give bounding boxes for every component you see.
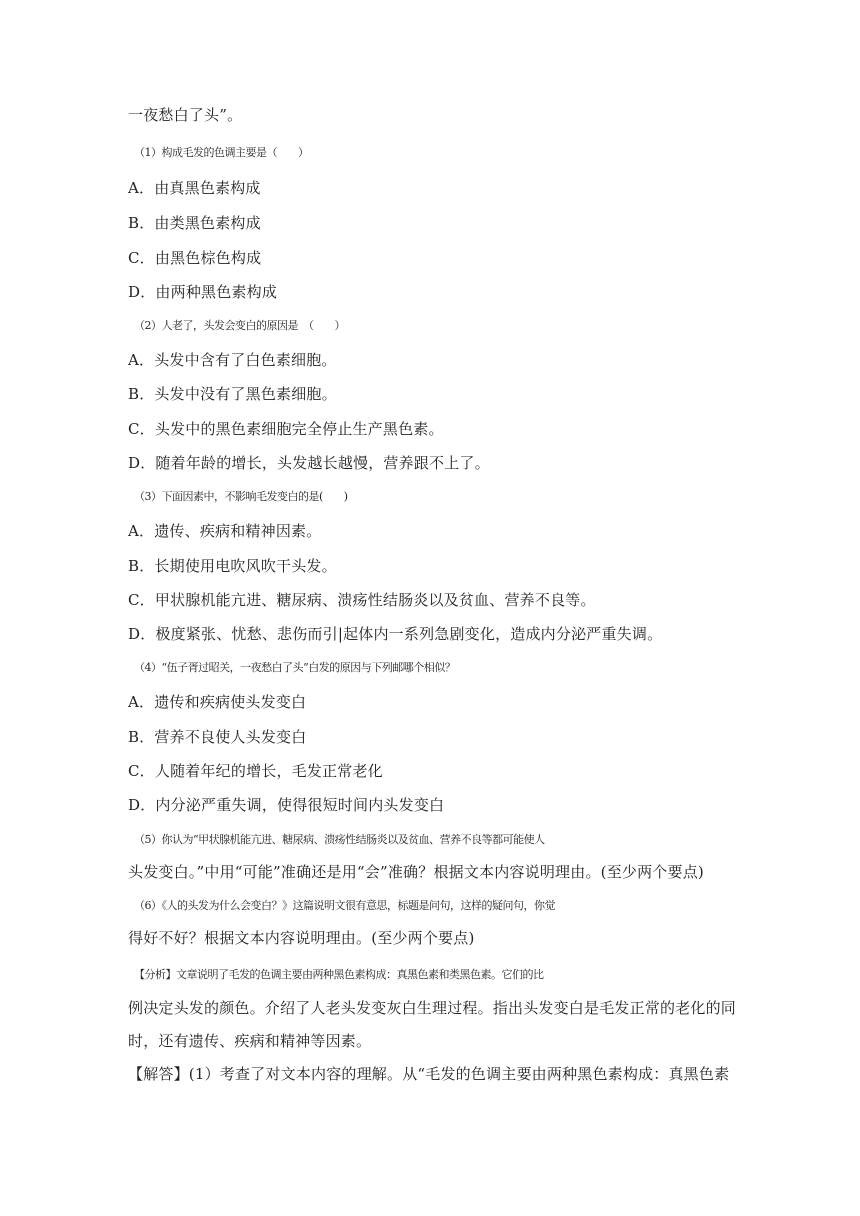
option-line: D．随着年龄的增长，头发越长越慢，营养跟不上了。 [128, 454, 490, 472]
option-line: D．内分泌严重失调，使得很短时间内头发变白 [128, 796, 445, 814]
option-line: A．遗传、疾病和精神因素。 [128, 522, 322, 540]
question-6: （6）《人的头发为什么会变白？》这篇说明文很有意思，标题是问句，这样的疑问句，你觉 [134, 899, 555, 912]
text-line: 头发变白。”中用“可能”准确还是用“会”准确？根据文本内容说明理由。(至少两个要点) [128, 863, 704, 881]
option-line: D．极度紧张、忧愁、悲伤而引|起体内一系列急剧变化，造成内分泌严重失调。 [128, 625, 663, 643]
option-line: A．由真黑色素构成 [128, 179, 261, 197]
question-3: （3）下面因素中，不影响毛发变白的是( ) [134, 490, 348, 503]
question-4: （4）“伍子胥过昭关，一夜愁白了头”白发的原因与下列邮哪个相似？ [134, 661, 456, 674]
question-5: （5）你认为“甲状腺机能亢进、糖尿病、溃疡性结肠炎以及贫血、营养不良等都可能使人 [134, 833, 545, 846]
option-line: B．营养不良使人头发变白 [128, 728, 307, 746]
option-line: B．长期使用电吹风吹干头发。 [128, 557, 337, 575]
text-line: 得好不好？根据文本内容说明理由。(至少两个要点) [128, 929, 475, 947]
option-line: D．由两种黑色素构成 [128, 283, 278, 301]
option-line: A．遗传和疾病使头发变白 [128, 693, 307, 711]
option-line: C．甲状腺机能亢进、糖尿病、溃疡性结肠炎以及贫血、营养不良等。 [128, 591, 596, 609]
option-line: C．头发中的黑色素细胞完全停止生产黑色素。 [128, 420, 444, 438]
option-line: C．由黑色棕色构成 [128, 249, 262, 267]
answer-paragraph: 【解答】(1）考查了对文本内容的理解。从“毛发的色调主要由两种黑色素构成：真黑色素 [128, 1065, 730, 1083]
text-line: 时，还有遗传、疾病和精神等因素。 [128, 1032, 372, 1050]
analysis-paragraph: 【分析】文章说明了毛发的色调主要由两种黑色素构成：真黑色素和类黑色素。它们的比 [134, 968, 544, 981]
option-line: A．头发中含有了白色素细胞。 [128, 351, 337, 369]
question-2: （2）人老了，头发会变白的原因是 （ ） [134, 319, 345, 332]
option-line: C．人随着年纪的增长，毛发正常老化 [128, 762, 383, 780]
text-line: 一夜愁白了头”。 [128, 106, 243, 124]
question-1: （1）构成毛发的色调主要是（ ） [134, 146, 309, 159]
text-line: 例决定头发的颜色。介绍了人老头发变灰白生理过程。指出头发变白是毛发正常的老化的同 [128, 999, 737, 1017]
option-line: B．由类黑色素构成 [128, 214, 261, 232]
option-line: B．头发中没有了黑色素细胞。 [128, 385, 337, 403]
